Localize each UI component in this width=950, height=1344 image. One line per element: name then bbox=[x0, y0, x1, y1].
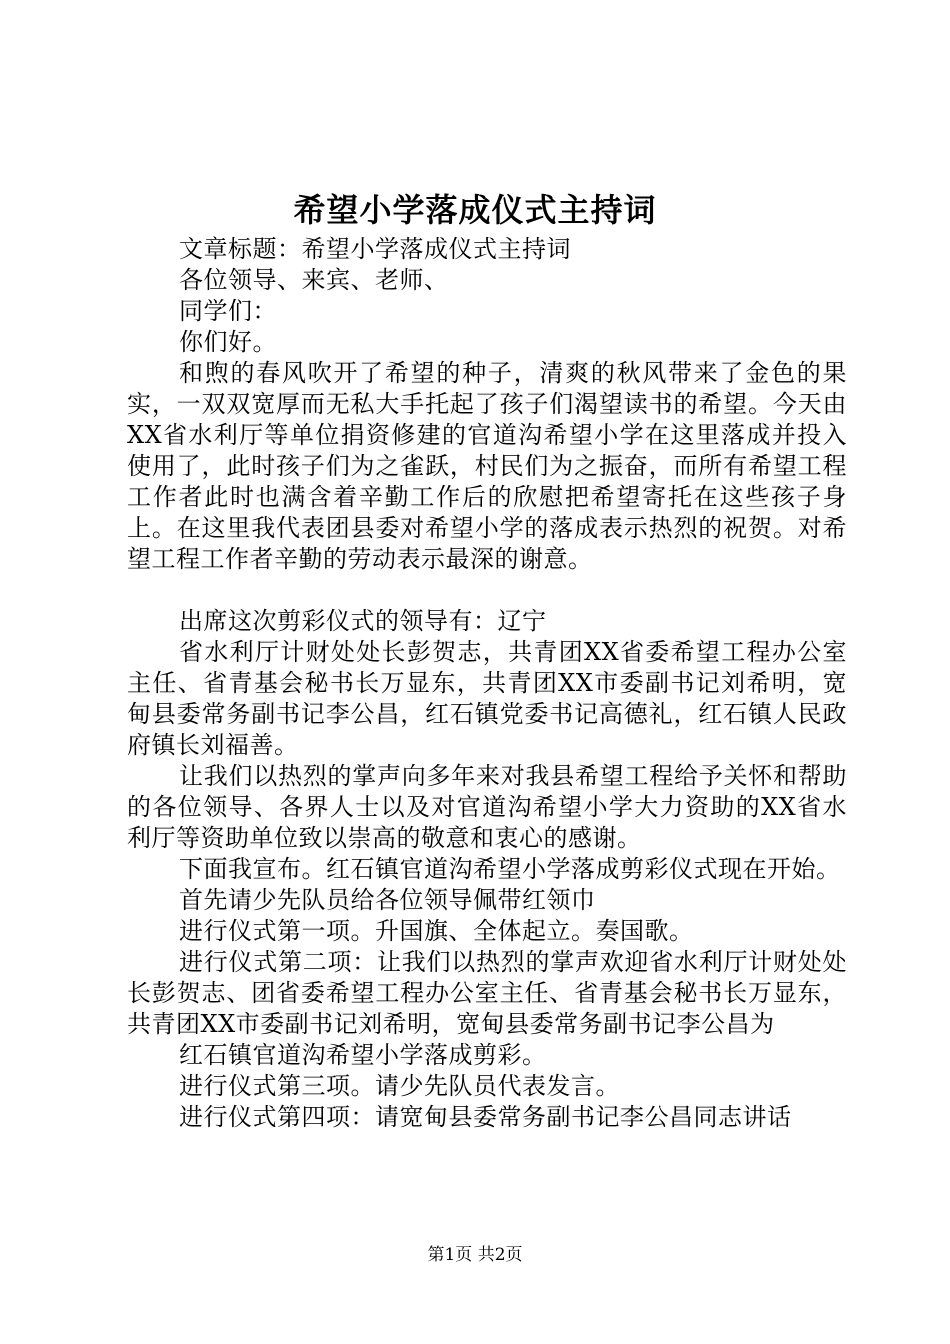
paragraph-opening: 和煦的春风吹开了希望的种子，清爽的秋风带来了金色的果实，一双双宽厚而无私大手托起了孩子们渴望读书的希望。今天由XX省水利厅等单位捐资修建的官道沟希望小学在这里落成并投入使用了，此时孩子们为之雀跃，村民们为之振奋，而所有希望工程工作者此时也满含着辛勤工作后的欣慰把希望寄托在这些孩子身上。在这里我代表团县委对希望小学的落成表示热烈的祝贺。对希望工程工作者辛勤的劳动表示最深的谢意。 bbox=[127, 359, 847, 573]
page-indicator: 第1页 共2页 bbox=[427, 1245, 523, 1265]
paragraph-attendees-intro: 出席这次剪彩仪式的领导有：辽宁 bbox=[179, 607, 547, 635]
paragraph-red-scarf: 首先请少先队员给各位领导佩带红领巾 bbox=[179, 886, 596, 914]
paragraph-attendees-list: 省水利厅计财处处长彭贺志，共青团XX省委希望工程办公室主任、省青基会秘书长万显东，共青团XX市委副书记刘希明，宽甸县委常务副书记李公昌，红石镇党委书记高德礼，红石镇人民政府镇长刘福善。 bbox=[127, 638, 847, 759]
paragraph-article-title: 文章标题：希望小学落成仪式主持词 bbox=[179, 235, 571, 263]
paragraph-greeting-students: 同学们： bbox=[179, 297, 277, 325]
paragraph-hello: 你们好。 bbox=[179, 328, 277, 356]
paragraph-item-four: 进行仪式第四项：请宽甸县委常务副书记李公昌同志讲话 bbox=[179, 1103, 792, 1131]
paragraph-greeting-leaders: 各位领导、来宾、老师、 bbox=[179, 266, 449, 294]
paragraph-announcement: 下面我宣布。红石镇官道沟希望小学落成剪彩仪式现在开始。 bbox=[179, 855, 841, 883]
document-title: 希望小学落成仪式主持词 bbox=[293, 191, 657, 229]
paragraph-ribbon-cutting: 红石镇官道沟希望小学落成剪彩。 bbox=[179, 1041, 547, 1069]
paragraph-item-three: 进行仪式第三项。请少先队员代表发言。 bbox=[179, 1072, 620, 1100]
paragraph-item-one: 进行仪式第一项。升国旗、全体起立。奏国歌。 bbox=[179, 917, 694, 945]
paragraph-thanks: 让我们以热烈的掌声向多年来对我县希望工程给予关怀和帮助的各位领导、各界人士以及对官道沟希望小学大力资助的XX省水利厅等资助单位致以崇高的敬意和衷心的感谢。 bbox=[127, 762, 847, 852]
document-body bbox=[127, 234, 847, 1133]
paragraph-item-two: 进行仪式第二项：让我们以热烈的掌声欢迎省水利厅计财处处长彭贺志、团省委希望工程办公室主任、省青基会秘书长万显东，共青团XX市委副书记刘希明，宽甸县委常务副书记李公昌为 bbox=[127, 948, 847, 1038]
